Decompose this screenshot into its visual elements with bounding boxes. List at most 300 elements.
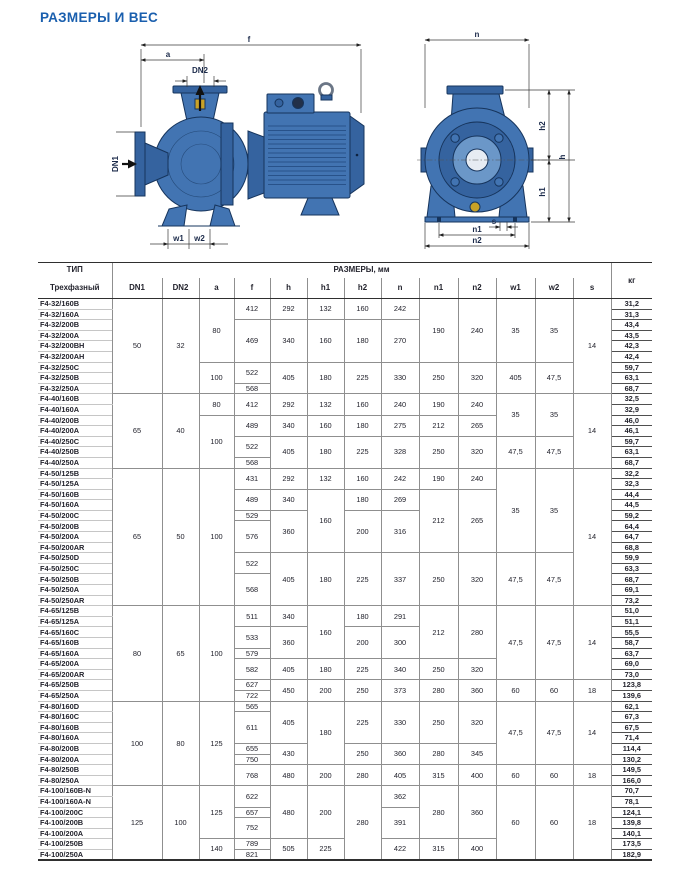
weight-cell: 114,4 [611, 743, 652, 754]
weight-cell: 32,9 [611, 404, 652, 415]
model-cell: F4-40/200A [38, 426, 112, 437]
dim-cell-n: 269 [381, 489, 419, 510]
dim-cell-f: 522 [234, 362, 270, 383]
weight-cell: 68,7 [611, 574, 652, 585]
dim-cell-n: 240 [381, 394, 419, 415]
dim-cell-h2: 280 [344, 765, 381, 786]
dim-cell-s: 14 [573, 468, 611, 606]
dim-cell-h: 505 [270, 839, 307, 860]
dim-cell-h1: 160 [307, 320, 344, 362]
dim-cell-n2: 320 [458, 553, 496, 606]
weight-cell: 139,6 [611, 690, 652, 701]
dim-cell-n2: 240 [458, 299, 496, 363]
bolt-hole [495, 178, 503, 186]
dim-cell-n: 337 [381, 553, 419, 606]
dim-cell-a: 80 [199, 394, 234, 415]
dim-cell-w1: 60 [496, 765, 535, 786]
weight-cell: 55,5 [611, 627, 652, 638]
column-header-n: n [381, 278, 419, 299]
dim-cell-h1: 132 [307, 394, 344, 415]
dim-label-w1: w1 [173, 234, 184, 243]
weight-cell: 78,1 [611, 796, 652, 807]
dim-cell-dn2: 50 [162, 468, 199, 606]
model-cell: F4-65/160A [38, 648, 112, 659]
weight-cell: 31,2 [611, 299, 652, 310]
dim-cell-n1: 190 [419, 468, 458, 489]
dim-cell-n: 362 [381, 786, 419, 807]
dim-cell-s: 14 [573, 701, 611, 765]
dim-cell-f: 752 [234, 818, 270, 839]
model-cell: F4-40/160A [38, 404, 112, 415]
model-cell: F4-50/250A [38, 585, 112, 596]
dim-cell-h: 340 [270, 415, 307, 436]
dim-cell-f: 511 [234, 606, 270, 627]
weight-cell: 73,2 [611, 595, 652, 606]
dim-cell-w2: 60 [535, 680, 573, 701]
dim-cell-f: 582 [234, 659, 270, 680]
dim-cell-n: 300 [381, 627, 419, 659]
dim-cell-a: 140 [199, 839, 234, 860]
dim-cell-s: 18 [573, 786, 611, 860]
dim-cell-w2: 47,5 [535, 606, 573, 680]
dimensions-header: РАЗМЕРЫ, мм [112, 263, 611, 278]
weight-cell: 182,9 [611, 849, 652, 860]
model-cell: F4-65/160B [38, 638, 112, 649]
dim-cell-s: 18 [573, 765, 611, 786]
model-cell: F4-32/160B [38, 299, 112, 310]
dim-cell-n1: 250 [419, 701, 458, 743]
dim-cell-n1: 190 [419, 299, 458, 363]
model-cell: F4-32/200B [38, 320, 112, 331]
dim-cell-dn2: 80 [162, 701, 199, 786]
model-cell: F4-65/200AR [38, 669, 112, 680]
dim-cell-f: 789 [234, 839, 270, 850]
casing-flange-ring [221, 123, 233, 205]
dim-cell-h1: 180 [307, 553, 344, 606]
weight-cell: 46,1 [611, 426, 652, 437]
model-cell: F4-32/250B [38, 373, 112, 384]
model-cell: F4-40/160B [38, 394, 112, 405]
dim-cell-n: 328 [381, 436, 419, 468]
weight-cell: 32,2 [611, 468, 652, 479]
dim-cell-n2: 320 [458, 362, 496, 394]
weight-cell: 59,9 [611, 553, 652, 564]
column-header-w1: w1 [496, 278, 535, 299]
dim-cell-f: 576 [234, 521, 270, 553]
dim-cell-n: 330 [381, 362, 419, 394]
dim-cell-h: 480 [270, 786, 307, 839]
table-row [38, 786, 652, 797]
model-cell: F4-100/200C [38, 807, 112, 818]
dim-cell-h2: 225 [344, 553, 381, 606]
dim-cell-f: 568 [234, 457, 270, 468]
dim-cell-h: 480 [270, 765, 307, 786]
dim-cell-h: 292 [270, 394, 307, 415]
column-header-f: f [234, 278, 270, 299]
column-header-h: h [270, 278, 307, 299]
dim-label-h: h [558, 154, 567, 160]
dim-cell-n2: 345 [458, 743, 496, 764]
dim-cell-n: 242 [381, 468, 419, 489]
model-cell: F4-100/160B-N [38, 786, 112, 797]
weight-cell: 69,1 [611, 585, 652, 596]
dim-cell-h: 360 [270, 510, 307, 552]
dim-cell-w2: 60 [535, 765, 573, 786]
pump-side-body [135, 84, 364, 227]
dim-label-w2: w2 [194, 234, 205, 243]
pump-foot [162, 205, 187, 226]
dim-cell-n2: 320 [458, 659, 496, 680]
dim-label-h2: h2 [538, 121, 547, 131]
bolt-hole [495, 134, 503, 142]
dim-cell-n: 242 [381, 299, 419, 320]
model-cell: F4-65/125B [38, 606, 112, 617]
model-cell: F4-50/160A [38, 500, 112, 511]
dim-cell-n2: 360 [458, 786, 496, 839]
model-cell: F4-65/160C [38, 627, 112, 638]
dim-cell-n: 330 [381, 701, 419, 743]
weight-header: кг [611, 263, 652, 299]
dim-cell-h1: 200 [307, 786, 344, 839]
dim-cell-h2: 225 [344, 701, 381, 743]
weight-cell: 130,2 [611, 754, 652, 765]
weight-cell: 63,1 [611, 373, 652, 384]
model-cell: F4-40/200B [38, 415, 112, 426]
dim-cell-w1: 47,5 [496, 553, 535, 606]
bearing-bracket [248, 131, 264, 199]
weight-cell: 166,0 [611, 775, 652, 786]
bolt-hole [451, 178, 459, 186]
page-title: РАЗМЕРЫ И ВЕС [40, 10, 159, 25]
dim-cell-n2: 240 [458, 468, 496, 489]
dim-cell-f: 655 [234, 743, 270, 754]
dim-cell-h2: 200 [344, 510, 381, 552]
model-cell: F4-100/160A-N [38, 796, 112, 807]
weight-cell: 123,8 [611, 680, 652, 691]
dim-cell-h: 340 [270, 489, 307, 510]
dim-cell-h1: 200 [307, 680, 344, 701]
dim-cell-n1: 250 [419, 659, 458, 680]
column-header-dn2: DN2 [162, 278, 199, 299]
weight-cell: 139,8 [611, 818, 652, 829]
dim-cell-w1: 405 [496, 362, 535, 394]
dim-cell-dn2: 65 [162, 606, 199, 701]
model-cell: F4-32/200A [38, 330, 112, 341]
dim-cell-f: 579 [234, 648, 270, 659]
model-cell: F4-50/250D [38, 553, 112, 564]
dim-cell-dn1: 100 [112, 701, 162, 786]
dim-cell-n: 270 [381, 320, 419, 362]
model-cell: F4-100/200A [38, 828, 112, 839]
model-cell: F4-32/200AH [38, 351, 112, 362]
dim-cell-h1: 160 [307, 489, 344, 553]
motor-body [264, 112, 350, 198]
dim-cell-n2: 320 [458, 436, 496, 468]
dim-cell-a: 100 [199, 606, 234, 701]
model-cell: F4-50/250B [38, 574, 112, 585]
dim-cell-f: 412 [234, 394, 270, 415]
drain-plug [470, 202, 480, 212]
dim-cell-h: 360 [270, 627, 307, 659]
dim-cell-s: 18 [573, 680, 611, 701]
dim-cell-h2: 250 [344, 680, 381, 701]
model-cell: F4-40/250B [38, 447, 112, 458]
dim-cell-n: 391 [381, 807, 419, 839]
weight-cell: 70,7 [611, 786, 652, 797]
dim-cell-w2: 47,5 [535, 436, 573, 468]
model-cell: F4-50/250AR [38, 595, 112, 606]
dim-cell-h2: 225 [344, 362, 381, 394]
model-cell: F4-80/250B [38, 765, 112, 776]
dim-cell-dn1: 125 [112, 786, 162, 860]
weight-cell: 149,5 [611, 765, 652, 776]
dim-label-n2: n2 [472, 236, 482, 245]
dim-cell-w1: 60 [496, 786, 535, 860]
dim-cell-f: 533 [234, 627, 270, 648]
dim-cell-w2: 47,5 [535, 362, 573, 394]
dim-cell-h: 450 [270, 680, 307, 701]
model-cell: F4-100/250A [38, 849, 112, 860]
dim-cell-h: 405 [270, 362, 307, 394]
dim-cell-h: 405 [270, 659, 307, 680]
dim-cell-w1: 47,5 [496, 606, 535, 680]
dim-cell-w2: 47,5 [535, 553, 573, 606]
dim-cell-f: 627 [234, 680, 270, 691]
dim-cell-a: 80 [199, 299, 234, 363]
dim-cell-n: 291 [381, 606, 419, 627]
column-header-h2: h2 [344, 278, 381, 299]
pump-side-view-drawing [38, 33, 372, 257]
weight-cell: 51,0 [611, 606, 652, 617]
dim-cell-a: 100 [199, 415, 234, 468]
dim-cell-f: 657 [234, 807, 270, 818]
dim-cell-n1: 315 [419, 765, 458, 786]
weight-cell: 32,5 [611, 394, 652, 405]
dim-cell-h2: 250 [344, 743, 381, 764]
dim-cell-h1: 180 [307, 362, 344, 394]
weight-cell: 71,4 [611, 733, 652, 744]
dim-cell-h1: 180 [307, 436, 344, 468]
dim-cell-f: 489 [234, 489, 270, 510]
dim-cell-h: 405 [270, 436, 307, 468]
dim-cell-n1: 280 [419, 680, 458, 701]
dim-cell-h2: 180 [344, 320, 381, 362]
dim-cell-n2: 265 [458, 489, 496, 553]
dim-cell-w1: 47,5 [496, 436, 535, 468]
dim-cell-dn2: 40 [162, 394, 199, 468]
table-body [38, 299, 652, 860]
dim-cell-h: 430 [270, 743, 307, 764]
dim-cell-h: 340 [270, 606, 307, 627]
pump-front-body [417, 86, 547, 222]
weight-cell: 42,4 [611, 351, 652, 362]
dim-cell-f: 821 [234, 849, 270, 860]
weight-cell: 73,0 [611, 669, 652, 680]
dim-cell-h: 292 [270, 468, 307, 489]
model-cell: F4-50/200C [38, 510, 112, 521]
weight-cell: 58,7 [611, 638, 652, 649]
weight-cell: 32,3 [611, 479, 652, 490]
weight-cell: 43,5 [611, 330, 652, 341]
dim-cell-h2: 225 [344, 659, 381, 680]
table-row [38, 606, 652, 617]
table-row [38, 394, 652, 405]
dim-cell-h2: 180 [344, 489, 381, 510]
bolt-hole [451, 134, 459, 142]
model-cell: F4-80/160A [38, 733, 112, 744]
dim-cell-f: 529 [234, 510, 270, 521]
dim-cell-w2: 35 [535, 394, 573, 436]
weight-cell: 67,3 [611, 712, 652, 723]
weight-cell: 69,0 [611, 659, 652, 670]
dim-label-f: f [247, 35, 251, 44]
model-cell: F4-100/250B [38, 839, 112, 850]
dim-cell-h1: 180 [307, 701, 344, 765]
dim-cell-h2: 180 [344, 415, 381, 436]
dim-cell-n2: 400 [458, 839, 496, 860]
weight-cell: 46,0 [611, 415, 652, 426]
dim-cell-f: 431 [234, 468, 270, 489]
table-header-row-1 [38, 263, 652, 278]
motor-foot [301, 198, 339, 215]
model-cell: F4-80/160D [38, 701, 112, 712]
weight-cell: 44,5 [611, 500, 652, 511]
dim-cell-h: 292 [270, 299, 307, 320]
dim-cell-h: 405 [270, 553, 307, 606]
weight-cell: 64,7 [611, 532, 652, 543]
dim-cell-f: 522 [234, 553, 270, 574]
model-cell: F4-80/200B [38, 743, 112, 754]
dim-cell-dn1: 65 [112, 394, 162, 468]
dim-cell-f: 568 [234, 383, 270, 394]
weight-cell: 67,5 [611, 722, 652, 733]
weight-cell: 43,4 [611, 320, 652, 331]
weight-cell: 64,4 [611, 521, 652, 532]
dim-cell-n1: 250 [419, 436, 458, 468]
weight-cell: 124,1 [611, 807, 652, 818]
weight-cell: 68,7 [611, 457, 652, 468]
dim-cell-n2: 240 [458, 394, 496, 415]
dim-cell-h2: 160 [344, 468, 381, 489]
model-cell: F4-65/125A [38, 616, 112, 627]
weight-cell: 63,3 [611, 563, 652, 574]
column-header-n2: n2 [458, 278, 496, 299]
model-cell: F4-80/160B [38, 722, 112, 733]
weight-cell: 63,7 [611, 648, 652, 659]
column-header-h1: h1 [307, 278, 344, 299]
terminal-box [267, 94, 314, 113]
dim-cell-f: 622 [234, 786, 270, 807]
model-cell: F4-32/250C [38, 362, 112, 373]
weight-cell: 63,1 [611, 447, 652, 458]
dim-cell-n2: 320 [458, 701, 496, 743]
model-cell: F4-32/200BH [38, 341, 112, 352]
dim-cell-w1: 35 [496, 299, 535, 363]
dim-cell-h2: 180 [344, 606, 381, 627]
dim-cell-n: 316 [381, 510, 419, 552]
dim-cell-a: 125 [199, 786, 234, 839]
pump-front-view-drawing [417, 26, 655, 254]
model-cell: F4-32/160A [38, 309, 112, 320]
dim-cell-n: 340 [381, 659, 419, 680]
weight-cell: 140,1 [611, 828, 652, 839]
dim-cell-w2: 60 [535, 786, 573, 860]
dim-cell-h2: 160 [344, 394, 381, 415]
dim-cell-a: 125 [199, 701, 234, 786]
weight-cell: 68,7 [611, 383, 652, 394]
dim-label-h1: h1 [538, 187, 547, 197]
dim-cell-n: 405 [381, 765, 419, 786]
columns-header-row [38, 278, 652, 299]
table-row [38, 701, 652, 712]
dim-cell-n1: 250 [419, 553, 458, 606]
dim-cell-f: 522 [234, 436, 270, 457]
dim-label-n: n [474, 30, 480, 39]
dim-cell-a: 100 [199, 468, 234, 606]
dim-cell-n2: 280 [458, 606, 496, 659]
dim-label-n1: n1 [472, 225, 482, 234]
dim-cell-h2: 160 [344, 299, 381, 320]
dim-cell-w1: 35 [496, 394, 535, 436]
model-cell: F4-50/200AR [38, 542, 112, 553]
model-cell: F4-40/250A [38, 457, 112, 468]
dim-cell-n2: 360 [458, 680, 496, 701]
column-header-n1: n1 [419, 278, 458, 299]
dim-cell-dn2: 32 [162, 299, 199, 394]
column-header-w2: w2 [535, 278, 573, 299]
weight-cell: 173,5 [611, 839, 652, 850]
dimensions-table [38, 262, 652, 861]
model-cell: F4-65/250A [38, 690, 112, 701]
dim-cell-h1: 180 [307, 659, 344, 680]
dim-cell-h1: 200 [307, 765, 344, 786]
dim-cell-n1: 190 [419, 394, 458, 415]
dim-cell-f: 611 [234, 712, 270, 744]
dim-cell-a: 100 [199, 362, 234, 394]
dim-label-a: a [165, 50, 171, 59]
pump-foot [210, 205, 235, 226]
dim-cell-f: 568 [234, 574, 270, 606]
dim-cell-dn2: 100 [162, 786, 199, 860]
dim-cell-n1: 280 [419, 786, 458, 839]
weight-cell: 59,2 [611, 510, 652, 521]
dim-cell-f: 489 [234, 415, 270, 436]
phase-header: Трехфазный [38, 278, 112, 299]
column-header-a: a [199, 278, 234, 299]
model-cell: F4-65/250B [38, 680, 112, 691]
dim-cell-w1: 35 [496, 468, 535, 553]
dim-label-dn2: DN2 [191, 66, 209, 75]
dim-cell-n: 422 [381, 839, 419, 860]
model-cell: F4-80/200A [38, 754, 112, 765]
model-cell: F4-80/160C [38, 712, 112, 723]
discharge-flange-front [447, 86, 503, 94]
dim-cell-n1: 315 [419, 839, 458, 860]
weight-cell: 59,7 [611, 436, 652, 447]
dim-cell-n1: 212 [419, 489, 458, 553]
dim-cell-s: 14 [573, 299, 611, 394]
dim-cell-h1: 225 [307, 839, 344, 860]
dim-cell-dn1: 80 [112, 606, 162, 701]
dim-cell-f: 722 [234, 690, 270, 701]
model-cell: F4-50/125B [38, 468, 112, 479]
dim-cell-h: 340 [270, 320, 307, 362]
model-cell: F4-65/200A [38, 659, 112, 670]
model-cell: F4-50/200A [38, 532, 112, 543]
dim-cell-n1: 250 [419, 362, 458, 394]
dim-cell-h1: 132 [307, 468, 344, 489]
dim-cell-w1: 60 [496, 680, 535, 701]
